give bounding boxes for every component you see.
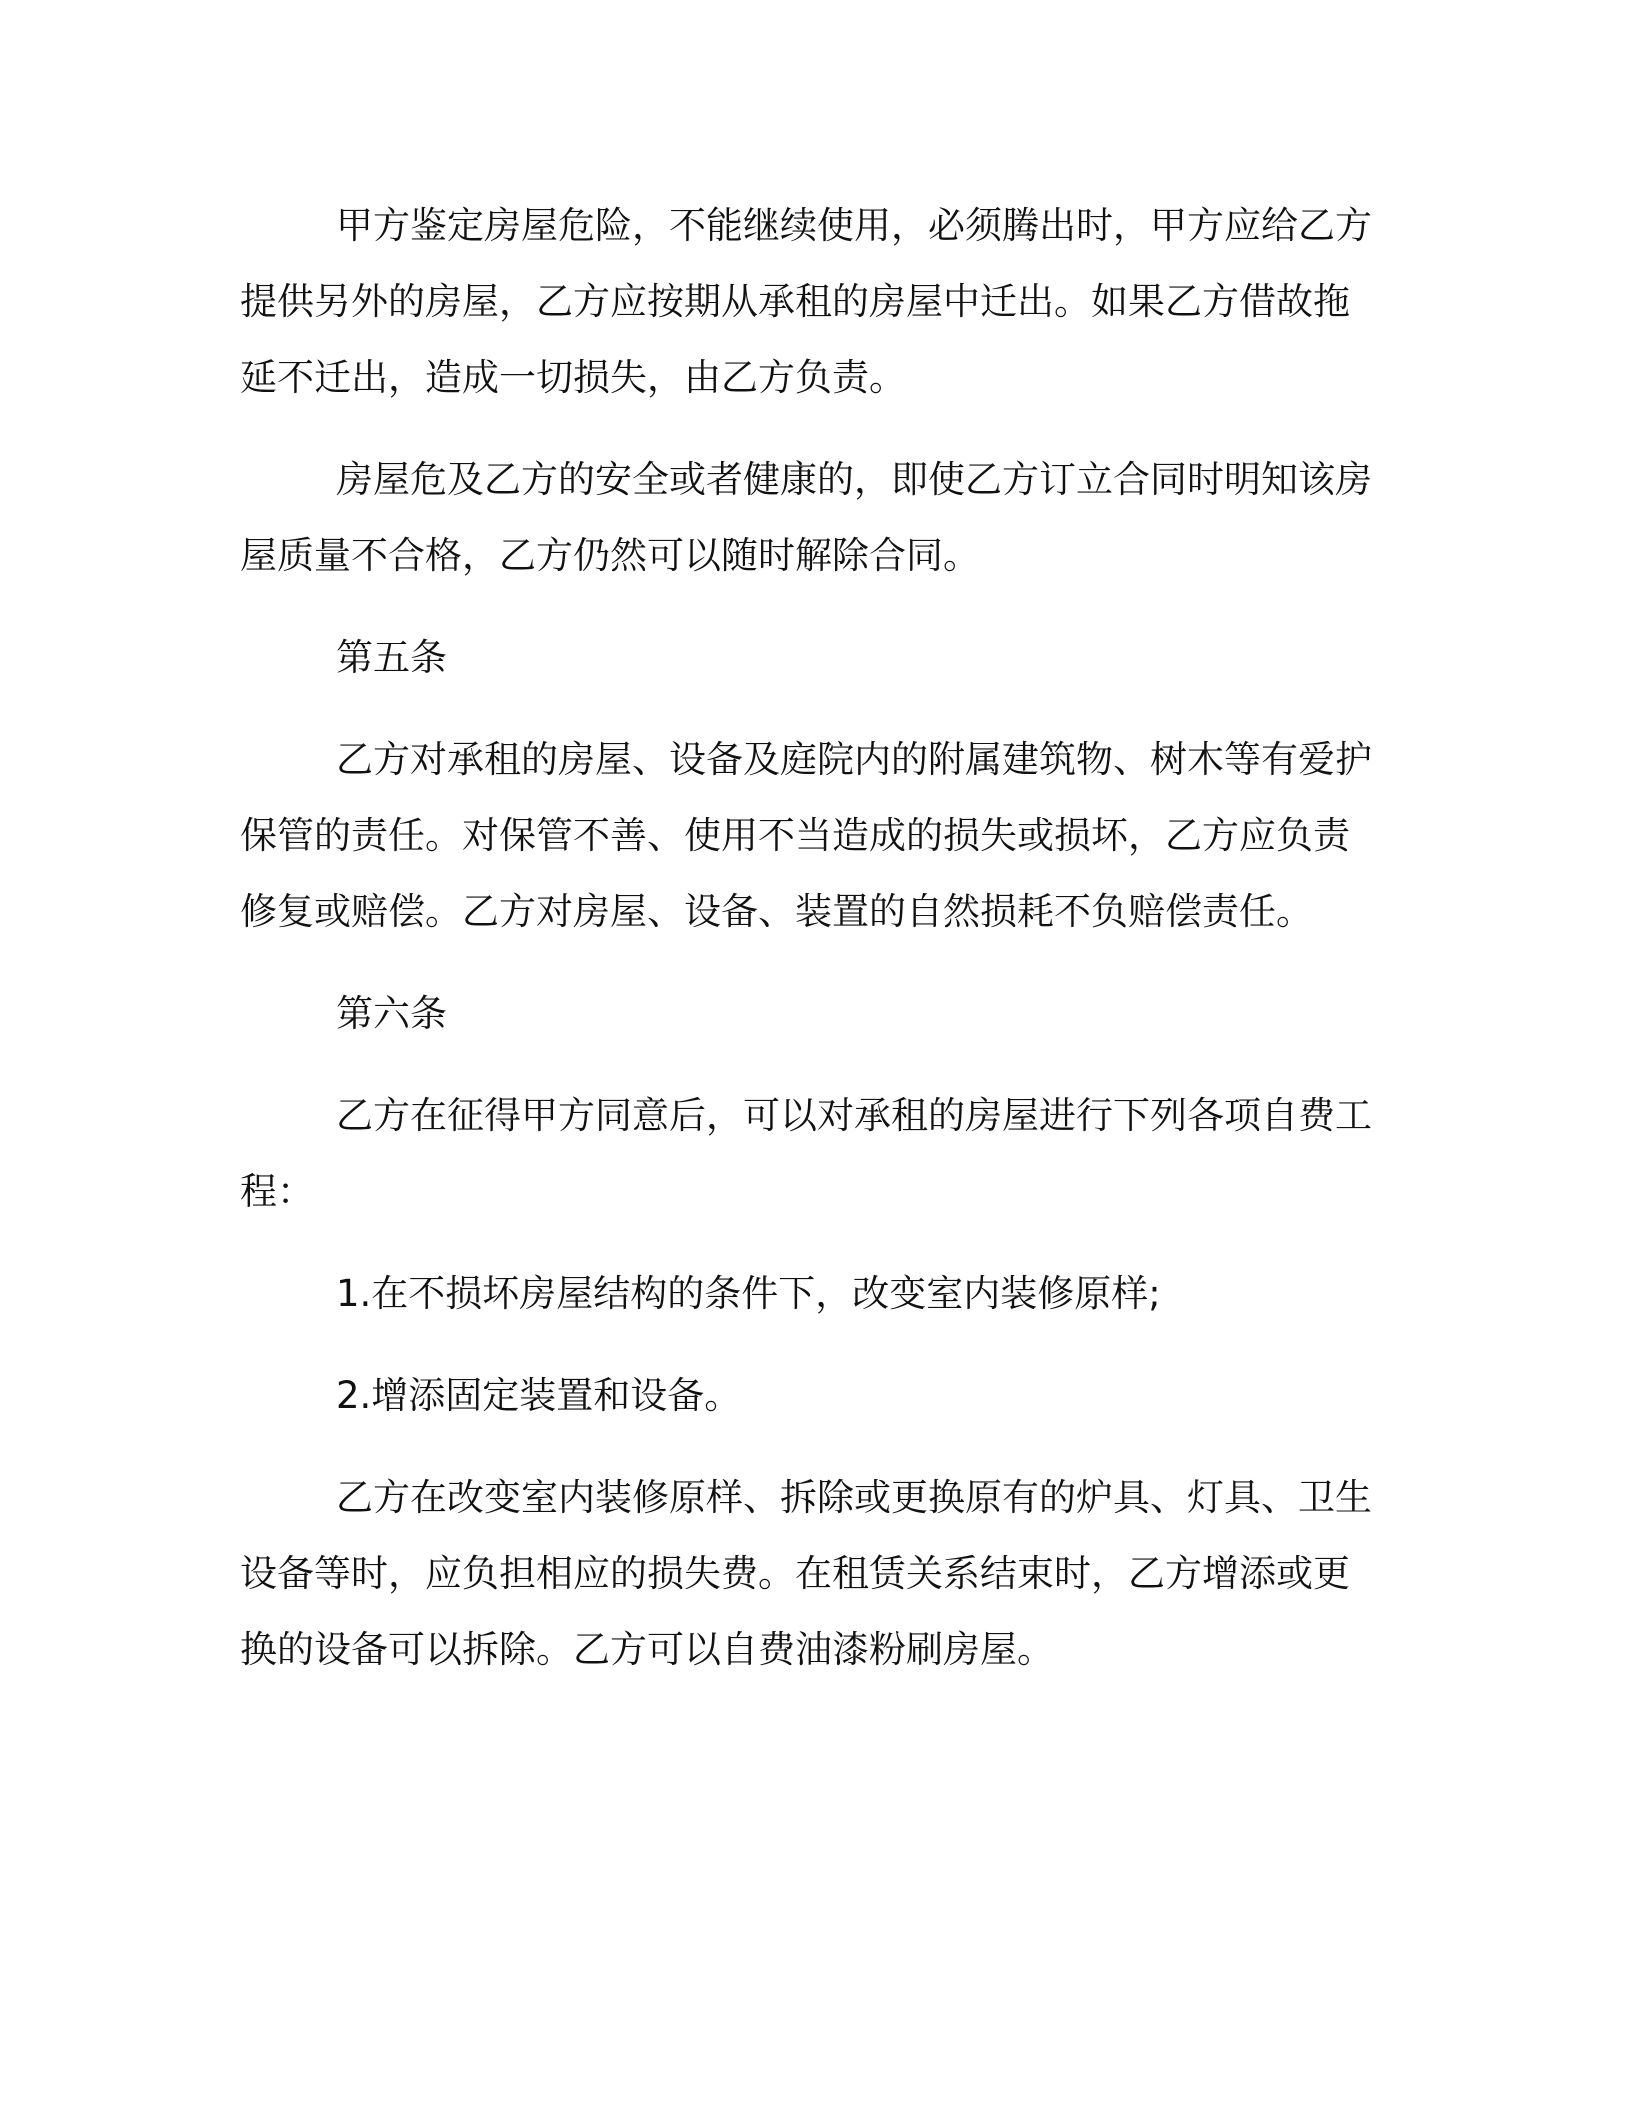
paragraph-dangerous-house: 甲方鉴定房屋危险，不能继续使用，必须腾出时，甲方应给乙方提供另外的房屋，乙方应按期从承租的房屋中迁出。如果乙方借故拖延不迁出，造成一切损失，由乙方负责。 [240, 204, 1372, 399]
list-item-2: 2.增添固定装置和设备。 [336, 1374, 742, 1417]
list-item-1: 1.在不损坏房屋结构的条件下，改变室内装修原样; [336, 1272, 1161, 1315]
paragraph-renovation-costs: 乙方在改变室内装修原样、拆除或更换原有的炉具、灯具、卫生设备等时，应负担相应的损失费。在租赁关系结束时，乙方增添或更换的设备可以拆除。乙方可以自费油漆粉刷房屋。 [240, 1476, 1372, 1671]
paragraph-care-responsibility: 乙方对承租的房屋、设备及庭院内的附属建筑物、树木等有爱护保管的责任。对保管不善、使用不当造成的损失或损坏，乙方应负责修复或赔偿。乙方对房屋、设备、装置的自然损耗不负赔偿责任。 [240, 738, 1372, 933]
paragraph-safety-termination: 房屋危及乙方的安全或者健康的，即使乙方订立合同时明知该房屋质量不合格，乙方仍然可以随时解除合同。 [240, 458, 1372, 577]
article-six-heading: 第六条 [336, 992, 447, 1035]
paragraph-self-funded-works: 乙方在征得甲方同意后，可以对承租的房屋进行下列各项自费工程： [240, 1094, 1372, 1213]
document-body [240, 188, 1376, 1714]
article-five-heading: 第五条 [336, 636, 447, 679]
